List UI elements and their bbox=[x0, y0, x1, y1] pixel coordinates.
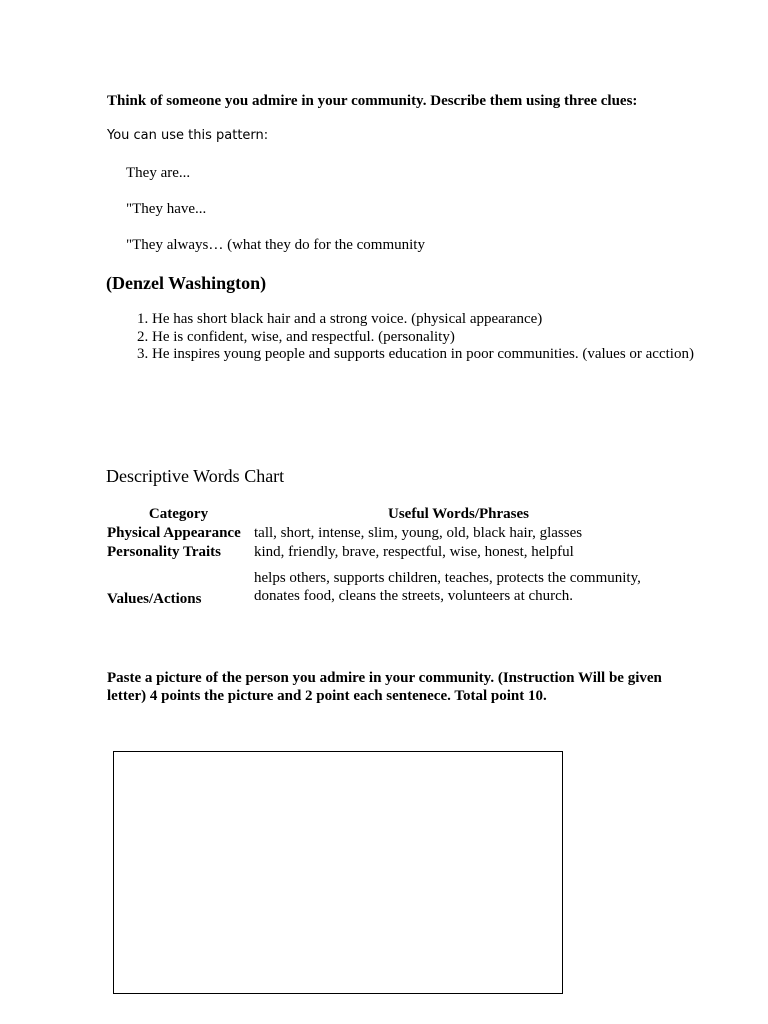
column-header-category: Category bbox=[148, 506, 209, 522]
clue-list bbox=[107, 311, 712, 364]
row-words: helps others, supports children, teaches, protects the community, donates food, cleans the streets, volunteers at church. bbox=[254, 570, 641, 604]
list-item: 1. He has short black hair and a strong voice. (physical appearance) bbox=[152, 311, 712, 329]
person-name-heading: (Denzel Washington) bbox=[106, 273, 267, 293]
row-words: tall, short, intense, slim, young, old, black hair, glasses bbox=[254, 525, 583, 541]
pattern-line-1: They are... bbox=[126, 165, 191, 181]
list-item: 3. He inspires young people and supports education in poor communities. (values or acction) bbox=[152, 346, 712, 364]
prompt-heading: Think of someone you admire in your community. Describe them using three clues: bbox=[107, 93, 638, 109]
list-item: 2. He is confident, wise, and respectful. (personality) bbox=[152, 329, 712, 347]
pattern-line-3: "They always… (what they do for the community bbox=[126, 237, 425, 253]
picture-placeholder-box[interactable] bbox=[113, 751, 563, 994]
picture-instruction: Paste a picture of the person you admire in your community. (Instruction Will be given letter) 4 points the picture and 2 point each sentenece. Total point 10. bbox=[107, 670, 662, 704]
pattern-line-2: "They have... bbox=[126, 201, 207, 217]
pattern-intro: You can use this pattern: bbox=[107, 128, 269, 143]
table-row bbox=[106, 543, 666, 562]
table-header-row bbox=[106, 505, 666, 524]
descriptive-words-table bbox=[106, 505, 666, 608]
column-header-words: Useful Words/Phrases bbox=[388, 506, 529, 522]
row-category: Values/Actions bbox=[107, 591, 202, 607]
row-category: Personality Traits bbox=[107, 544, 222, 560]
row-category: Physical Appearance bbox=[107, 525, 241, 541]
row-words: kind, friendly, brave, respectful, wise, honest, helpful bbox=[254, 544, 574, 560]
chart-title: Descriptive Words Chart bbox=[106, 466, 285, 486]
table-row bbox=[106, 562, 666, 608]
table-row bbox=[106, 524, 666, 543]
